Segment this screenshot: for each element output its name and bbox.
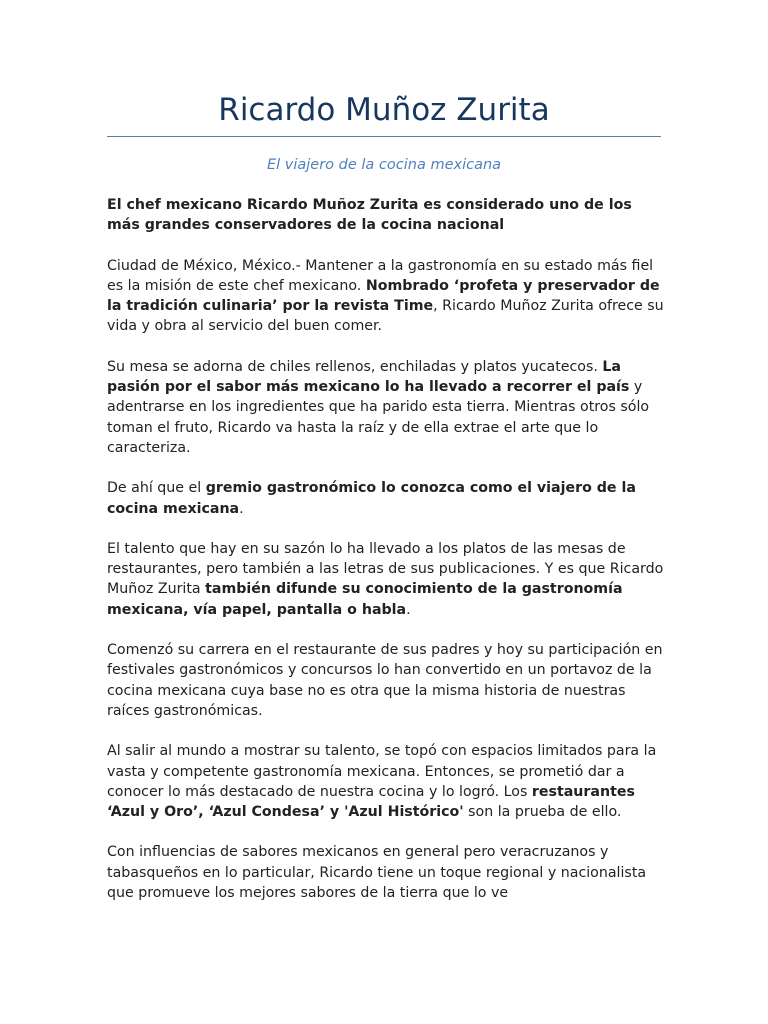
paragraph-3: [107, 478, 667, 519]
paragraph-text: Comenzó su carrera en el restaurante de sus padres y hoy su participación en festivales gastronómicos y concursos lo han convertido en un portavoz de la cocina mexicana cuya base no es otra que la misma historia de nuestras raíces gastronómicas.: [107, 642, 663, 719]
document-title: Ricardo Muñoz Zurita: [218, 92, 550, 128]
paragraph-5: [107, 640, 667, 721]
lead-paragraph: El chef mexicano Ricardo Muñoz Zurita es considerado uno de los más grandes conservadores de la cocina nacional: [107, 197, 632, 234]
paragraph-text: Al salir al mundo a mostrar su talento, se topó con espacios limitados para la vasta y competente gastronomía mexicana. Entonces, se prometió dar a conocer lo más destacado de nuestra cocina y lo logró. Los: [107, 743, 657, 800]
paragraph-6: [107, 741, 667, 822]
paragraph-text: Ciudad de México, México.- Mantener a la gastronomía en su estado más fiel es la misión de este chef mexicano.: [107, 257, 654, 294]
paragraph-text: .: [239, 500, 244, 517]
paragraph-4: [107, 539, 667, 620]
paragraph-text: Su mesa se adorna de chiles rellenos, enchiladas y platos yucatecos.: [107, 358, 603, 375]
paragraph-bold-text: La pasión por el sabor más mexicano lo ha llevado a recorrer el país: [107, 358, 630, 396]
paragraph-bold-text: gremio gastronómico lo conozca como el viajero de la cocina mexicana: [107, 480, 636, 517]
paragraph-text: Con influencias de sabores mexicanos en general pero veracruzanos y tabasqueños en lo particular, Ricardo tiene un toque regional y nacionalista que promueve los mejores sabores de la tierra que lo ve: [107, 844, 647, 902]
paragraph-2: [107, 357, 667, 458]
article-body: [107, 195, 667, 923]
paragraph-7: [107, 842, 667, 903]
paragraph-text: .: [406, 601, 411, 618]
title-divider: [107, 136, 661, 137]
paragraph-text: , Ricardo Muñoz Zurita ofrece su vida y obra al servicio del buen comer.: [107, 298, 664, 335]
document-subtitle: El viajero de la cocina mexicana: [266, 157, 502, 173]
paragraph-text: son la prueba de ello.: [463, 804, 622, 821]
paragraph-bold-text: también difunde su conocimiento de la gastronomía mexicana, vía papel, pantalla o habla: [107, 581, 623, 618]
paragraph-text: y adentrarse en los ingredientes que ha parido esta tierra. Mientras otros sólo toman el fruto, Ricardo va hasta la raíz y de ella extrae el arte que lo caracteriza.: [107, 379, 650, 456]
paragraph-bold-text: restaurantes ‘Azul y Oro’, ‘Azul Condesa’ y 'Azul Histórico': [107, 783, 635, 821]
paragraph-text: De ahí que el: [107, 480, 206, 497]
paragraph-text: El talento que hay en su sazón lo ha llevado a los platos de las mesas de restaurantes, pero también a las letras de sus publicaciones. Y es que Ricardo Muñoz Zurita: [107, 540, 664, 598]
paragraph-1: [107, 256, 667, 337]
paragraph-bold-text: Nombrado ‘profeta y preservador de la tradición culinaria’ por la revista Time: [107, 277, 660, 315]
